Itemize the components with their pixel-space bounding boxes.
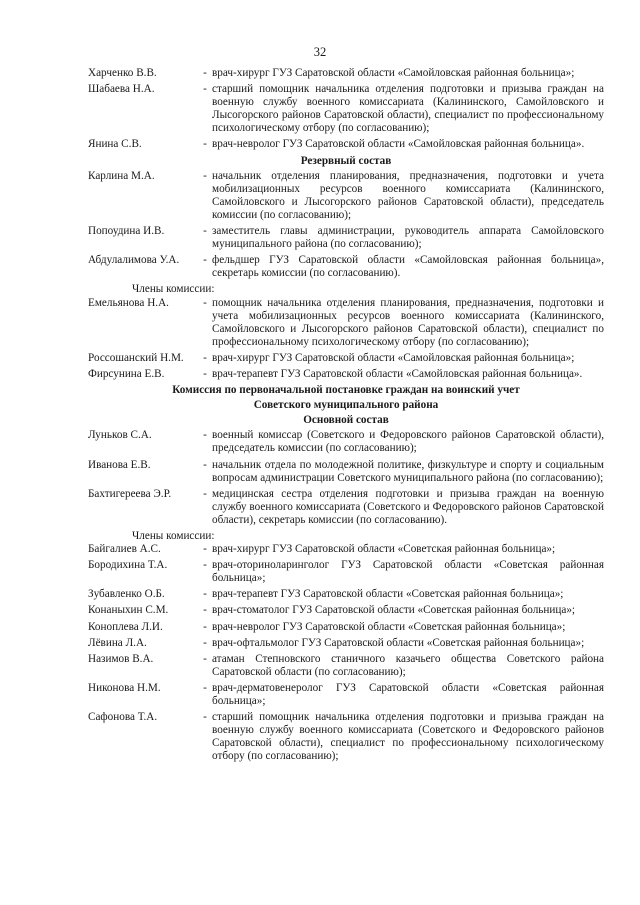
member-entry (88, 559, 604, 585)
dash-separator: - (203, 620, 207, 633)
member-entry (88, 543, 604, 556)
member-name: Янина С.В. (88, 138, 142, 151)
members-label: Члены комиссии: (132, 530, 215, 542)
member-entry (88, 170, 604, 222)
member-entry (88, 604, 604, 617)
member-role: начальник отделения планирования, предназначения, подготовки и учета мобилизационных ресурсов военного комиссариата (Калининского, Самойловского и Лысогорского районов Саратовской области), председатель комиссии (по согласованию); (212, 169, 604, 221)
member-role: фельдшер ГУЗ Саратовской области «Самойловская районная больница», секретарь комиссии (по согласованию). (212, 254, 604, 280)
member-name: Зубавленко О.Б. (88, 588, 165, 601)
member-entry (88, 459, 604, 485)
dash-separator: - (203, 652, 207, 665)
member-role: врач-дерматовенеролог ГУЗ Саратовской области «Советская районная больница»; (212, 681, 604, 708)
dash-separator: - (203, 604, 207, 617)
member-name: Лёвина Л.А. (88, 636, 147, 649)
member-name: Луньков С.А. (88, 429, 152, 442)
document-body (88, 67, 604, 767)
member-name: Абдулалимова У.А. (88, 254, 180, 267)
member-name: Попоудина И.В. (88, 225, 165, 238)
dash-separator: - (203, 169, 207, 182)
member-role: атаман Степновского станичного казачьего общества Советского района Саратовской области (по согласованию); (212, 652, 604, 678)
member-entry (88, 621, 604, 634)
member-entry (88, 682, 604, 708)
member-role: врач-хирург ГУЗ Саратовской области «Советская районная больница»; (212, 543, 556, 556)
member-name: Шабаева Н.А. (88, 83, 155, 96)
page-number: 32 (313, 45, 327, 59)
member-name: Иванова Е.В. (88, 458, 151, 471)
dash-separator: - (203, 67, 207, 79)
dash-separator: - (203, 711, 207, 724)
dash-separator: - (203, 296, 207, 309)
member-entry (88, 368, 604, 381)
dash-separator: - (203, 138, 207, 151)
member-role: врач-оториноларинголог ГУЗ Саратовской области «Советская районная больница»; (212, 559, 604, 585)
member-role: медицинская сестра отделения подготовки и призыва граждан на военную службу военного комиссариата (Советского и Федоровского районов Саратовской области), секретарь комиссии (по согласованию). (212, 487, 604, 526)
member-entry (88, 83, 604, 135)
member-name: Емельянова Н.А. (88, 296, 169, 309)
dash-separator: - (203, 543, 207, 556)
member-role: врач-терапевт ГУЗ Саратовской области «Советская районная больница»; (212, 588, 564, 601)
member-name: Конаныхин С.М. (88, 604, 169, 617)
dash-separator: - (203, 487, 207, 500)
member-role: врач-терапевт ГУЗ Саратовской области «Самойловская районная больница». (212, 367, 583, 380)
member-name: Назимов В.А. (88, 652, 154, 665)
dash-separator: - (203, 83, 207, 96)
member-name: Коноплева Л.И. (88, 620, 163, 633)
section-heading: Советского муниципального района (253, 399, 439, 412)
dash-separator: - (203, 367, 207, 380)
dash-separator: - (203, 636, 207, 649)
dash-separator: - (203, 254, 207, 267)
dash-separator: - (203, 458, 207, 471)
dash-separator: - (203, 351, 207, 364)
member-name: Сафонова Т.А. (88, 711, 158, 724)
member-role: старший помощник начальника отделения подготовки и призыва граждан на военную службу военного комиссариата (Советского и Федоровского районов Саратовской области), специалист по профессиональному психологическому отбору (по согласованию); (212, 711, 604, 763)
member-role: врач-невролог ГУЗ Саратовской области «Советская районная больница»; (212, 620, 566, 633)
member-name: Байгалиев А.С. (88, 543, 161, 556)
member-entry (88, 225, 604, 251)
dash-separator: - (203, 681, 207, 694)
member-role: врач-стоматолог ГУЗ Саратовской области «Советская районная больница»; (212, 604, 576, 617)
member-role: врач-невролог ГУЗ Саратовской области «Самойловская районная больница». (212, 138, 585, 151)
member-role: заместитель главы администрации, руководитель аппарата Самойловского муниципального района (по согласованию); (212, 225, 604, 251)
member-role: военный комиссар (Советского и Федоровского районов Саратовской области), председатель комиссии (по согласованию); (212, 429, 604, 455)
member-entry (88, 588, 604, 601)
member-role: врач-офтальмолог ГУЗ Саратовской области «Советская районная больница»; (212, 636, 585, 649)
member-name: Бородихина Т.А. (88, 559, 168, 572)
member-entry (88, 297, 604, 349)
section-heading: Основной состав (303, 414, 389, 427)
member-name: Бахтигереева Э.Р. (88, 487, 172, 500)
member-entry (88, 653, 604, 679)
member-entry (88, 429, 604, 455)
member-entry (88, 352, 604, 365)
member-entry (88, 711, 604, 763)
member-name: Россошанский Н.М. (88, 351, 184, 364)
member-role: начальник отдела по молодежной политике, физкультуре и спорту и социальным вопросам администрации Советского муниципального района (по согласованию); (212, 458, 604, 484)
member-entry (88, 488, 604, 527)
dash-separator: - (203, 429, 207, 442)
section-heading: Резервный состав (300, 154, 392, 167)
member-name: Никонова Н.М. (88, 681, 161, 694)
member-role: помощник начальника отделения планирования, предназначения, подготовки и учета мобилизационных ресурсов военного комиссариата (Калининского, Самойловского и Лысогорского районов Саратовской области), специалист по профессиональному психологическому отбору (по согласованию); (212, 296, 604, 348)
member-name: Фирсунина Е.В. (88, 367, 165, 380)
members-label: Члены комиссии: (132, 283, 215, 296)
member-entry (88, 637, 604, 650)
section-heading: Комиссия по первоначальной постановке граждан на воинский учет (172, 384, 520, 397)
member-entry (88, 67, 604, 80)
member-role: старший помощник начальника отделения подготовки и призыва граждан на военную службу военного комиссариата (Калининского, Самойловского и Лысогорского районов Саратовской области), специалист по профессиональному психологическому отбору (по согласованию); (212, 83, 604, 135)
member-role: врач-хирург ГУЗ Саратовской области «Самойловская районная больница»; (212, 351, 575, 364)
dash-separator: - (203, 225, 207, 238)
member-entry (88, 138, 604, 151)
member-name: Карлина М.А. (88, 169, 155, 182)
member-role: врач-хирург ГУЗ Саратовской области «Самойловская районная больница»; (212, 67, 575, 79)
dash-separator: - (203, 588, 207, 601)
member-name: Харченко В.В. (88, 67, 157, 79)
member-entry (88, 254, 604, 280)
dash-separator: - (203, 559, 207, 572)
